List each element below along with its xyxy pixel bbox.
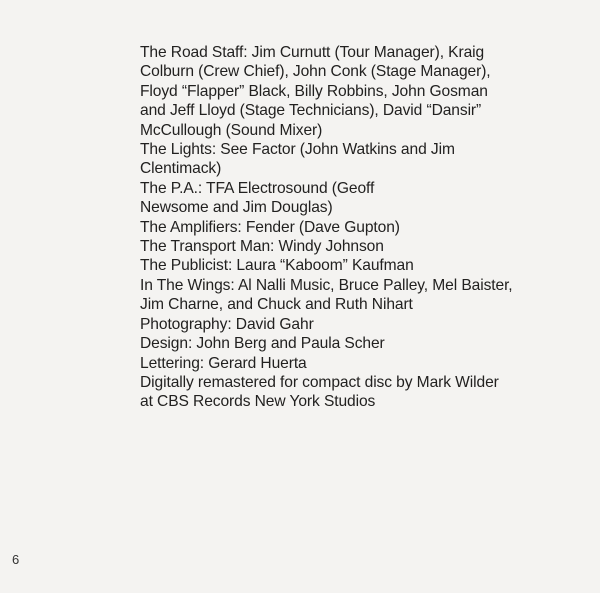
credit-line: Floyd “Flapper” Black, Billy Robbins, John Gosman [140, 82, 488, 100]
credit-line: In The Wings: Al Nalli Music, Bruce Palley, Mel Baister, [140, 276, 513, 294]
credit-line: at CBS Records New York Studios [140, 393, 376, 411]
credit-line: The P.A.: TFA Electrosound (Geoff [140, 179, 375, 197]
credit-line: The Road Staff: Jim Curnutt (Tour Manager), Kraig [140, 44, 485, 61]
page-number: 6 [12, 552, 20, 567]
credit-line: and Jeff Lloyd (Stage Technicians), David “Dansir” [140, 102, 482, 120]
credits-text-block [140, 43, 580, 412]
credit-line: Digitally remastered for compact disc by Mark Wilder [140, 373, 499, 391]
credit-line: Lettering: Gerard Huerta [140, 354, 307, 372]
credit-line: The Lights: See Factor (John Watkins and Jim [140, 141, 455, 159]
credit-line: The Amplifiers: Fender (Dave Gupton) [140, 218, 400, 236]
credit-line: McCullough (Sound Mixer) [140, 121, 323, 139]
credit-line: Colburn (Crew Chief), John Conk (Stage Manager), [140, 63, 491, 81]
credit-line: Newsome and Jim Douglas) [140, 199, 333, 217]
credit-line: Design: John Berg and Paula Scher [140, 335, 385, 353]
credit-line: The Transport Man: Windy Johnson [140, 238, 384, 256]
credit-line: Jim Charne, and Chuck and Ruth Nihart [140, 296, 413, 314]
credit-line: Clentimack) [140, 160, 222, 178]
credit-line: Photography: David Gahr [140, 315, 314, 333]
credit-line: The Publicist: Laura “Kaboom” Kaufman [140, 257, 414, 275]
